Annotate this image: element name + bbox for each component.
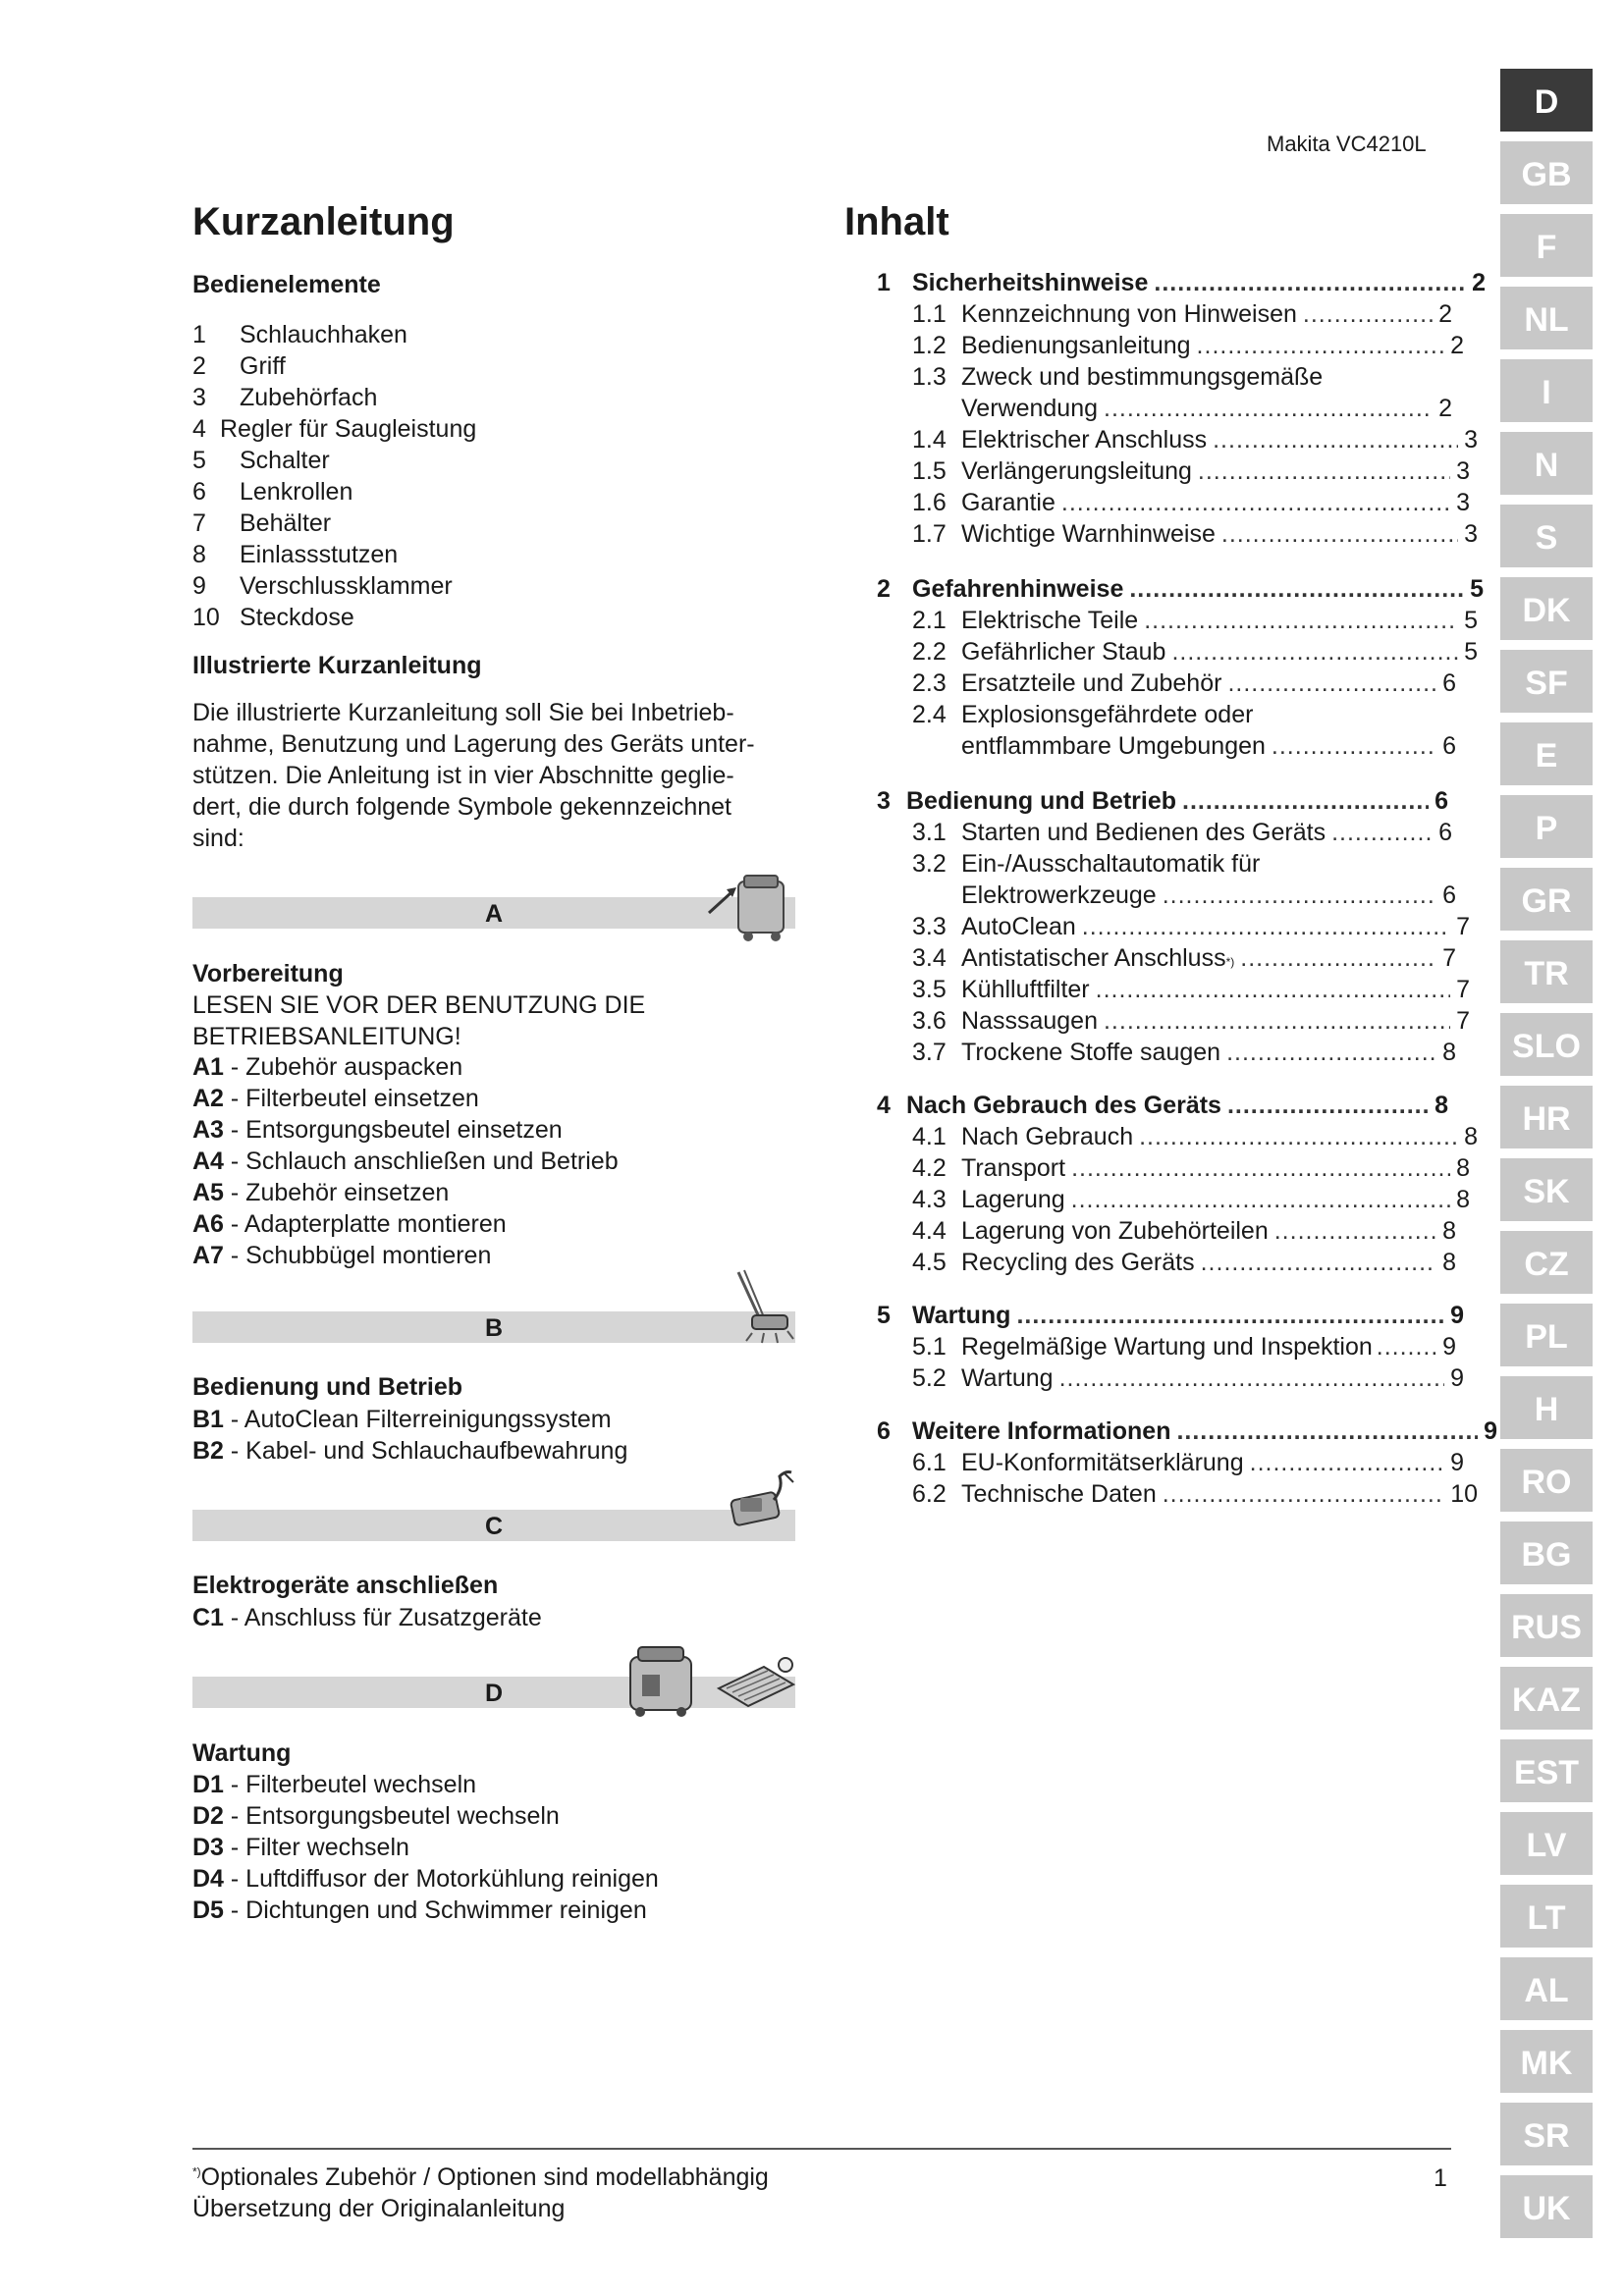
lang-tab-sf[interactable]: SF <box>1500 650 1593 718</box>
toc-chapter-3[interactable]: 3 Bedienung und Betrieb ..... 6 <box>877 787 1448 816</box>
toc-entry-6-1[interactable]: 6.1 EU-Konformitätserklärung ..... 9 <box>877 1449 1464 1477</box>
lang-tab-dk[interactable]: DK <box>1500 577 1593 645</box>
lang-tab-rus[interactable]: RUS <box>1500 1594 1593 1662</box>
list-item: A3 - Entsorgungsbeutel einsetzen <box>192 1116 563 1144</box>
toc-entry-4-1[interactable]: 4.1 Nach Gebrauch ..... 8 <box>877 1123 1478 1151</box>
toc-entry-3-2-cont[interactable]: Elektrowerkzeuge ..... 6 <box>877 881 1456 910</box>
toc-entry-3-5[interactable]: 3.5 Kühlluftfilter ..... 7 <box>877 976 1470 1004</box>
toc-chapter-2[interactable]: 2 Gefahrenhinweise ..... 5 <box>877 575 1484 604</box>
lang-tab-mk[interactable]: MK <box>1500 2030 1593 2098</box>
controls-list <box>192 319 476 633</box>
toc-entry-2-2[interactable]: 2.2 Gefährlicher Staub ..... 5 <box>877 638 1478 667</box>
toc-entry-3-3[interactable]: 3.3 AutoClean ..... 7 <box>877 913 1470 941</box>
toc-entry-2-1[interactable]: 2.1 Elektrische Teile ..... 5 <box>877 607 1478 635</box>
section-d-steps <box>192 1769 659 1926</box>
list-item: A7 - Schubbügel montieren <box>192 1242 492 1269</box>
lang-tab-al[interactable]: AL <box>1500 1957 1593 2025</box>
list-item: 2 Griff <box>192 352 286 380</box>
toc-entry-1-3[interactable]: 1.3 Zweck und bestimmungsgemäße <box>912 363 1324 391</box>
lang-tab-gb[interactable]: GB <box>1500 141 1593 209</box>
lang-tab-gr[interactable]: GR <box>1500 868 1593 935</box>
lang-tab-d[interactable]: D <box>1500 69 1593 136</box>
toc-chapter-1[interactable]: 1 Sicherheitshinweise ..... 2 <box>877 269 1486 297</box>
section-b-steps <box>192 1404 627 1467</box>
list-item: B1 - AutoClean Filterreinigungssystem <box>192 1406 612 1433</box>
list-item: 4 Regler für Saugleistung <box>192 415 477 443</box>
page-number: 1 <box>1434 2164 1447 2192</box>
toc-entry-4-2[interactable]: 4.2 Transport ..... 8 <box>877 1154 1470 1183</box>
list-item: D5 - Dichtungen und Schwimmer reinigen <box>192 1896 647 1924</box>
list-item: 8 Einlassstutzen <box>192 541 399 568</box>
lang-tab-cz[interactable]: CZ <box>1500 1231 1593 1299</box>
list-item: 6 Lenkrollen <box>192 478 353 506</box>
lang-tab-lv[interactable]: LV <box>1500 1812 1593 1880</box>
lang-tab-nl[interactable]: NL <box>1500 287 1593 354</box>
lang-tab-slo[interactable]: SLO <box>1500 1013 1593 1081</box>
toc-entry-1-1[interactable]: 1.1 Kennzeichnung von Hinweisen ..... 2 <box>877 300 1452 329</box>
illustrated-heading: Illustrierte Kurzanleitung <box>192 652 482 679</box>
toc-entry-3-4[interactable]: 3.4 Antistatischer Anschluss *) ..... 7 <box>877 944 1456 973</box>
toc-entry-6-2[interactable]: 6.2 Technische Daten ..... 10 <box>877 1480 1478 1509</box>
section-c-steps <box>192 1602 542 1633</box>
section-bar-b: B <box>192 1311 795 1343</box>
list-item: A2 - Filterbeutel einsetzen <box>192 1085 479 1112</box>
page-title-inhalt: Inhalt <box>844 200 949 243</box>
lang-tab-bg[interactable]: BG <box>1500 1522 1593 1589</box>
toc-entry-1-2[interactable]: 1.2 Bedienungsanleitung ..... 2 <box>877 332 1464 360</box>
toc-entry-4-5[interactable]: 4.5 Recycling des Geräts ..... 8 <box>877 1249 1456 1277</box>
list-item: 1 Schlauchhaken <box>192 321 407 348</box>
list-item: 3 Zubehörfach <box>192 384 378 411</box>
list-item: C1 - Anschluss für Zusatzgeräte <box>192 1604 542 1631</box>
toc-entry-5-2[interactable]: 5.2 Wartung ..... 9 <box>877 1364 1464 1393</box>
list-item: D4 - Luftdiffusor der Motorkühlung reinigen <box>192 1865 659 1893</box>
toc-chapter-5[interactable]: 5 Wartung ..... 9 <box>877 1302 1464 1330</box>
lang-tab-sr[interactable]: SR <box>1500 2103 1593 2170</box>
toc-chapter-6[interactable]: 6 Weitere Informationen ..... 9 <box>877 1417 1497 1446</box>
list-item: D1 - Filterbeutel wechseln <box>192 1771 477 1798</box>
list-item: D3 - Filter wechseln <box>192 1834 409 1861</box>
lang-tab-pl[interactable]: PL <box>1500 1304 1593 1371</box>
maintenance-icon <box>617 1641 797 1720</box>
section-c-heading: Elektrogeräte anschließen <box>192 1572 499 1599</box>
controls-heading: Bedienelemente <box>192 271 381 298</box>
lang-tab-e[interactable]: E <box>1500 722 1593 790</box>
list-item: 7 Behälter <box>192 509 332 537</box>
lang-tab-i[interactable]: I <box>1500 359 1593 427</box>
section-bar-a: A <box>192 897 795 929</box>
toc-entry-4-4[interactable]: 4.4 Lagerung von Zubehörteilen ..... 8 <box>877 1217 1456 1246</box>
section-b-heading: Bedienung und Betrieb <box>192 1373 462 1401</box>
toc-entry-1-3-cont[interactable]: Verwendung ..... 2 <box>877 395 1452 423</box>
lang-tab-est[interactable]: EST <box>1500 1739 1593 1807</box>
section-a-note: LESEN SIE VOR DER BENUTZUNG DIE BETRIEBSANLEITUNG! <box>192 991 646 1050</box>
list-item: A5 - Zubehör einsetzen <box>192 1179 450 1206</box>
footer-note: *)Optionales Zubehör / Optionen sind modellabhängig <box>192 2163 769 2191</box>
lang-tab-lt[interactable]: LT <box>1500 1885 1593 1952</box>
lang-tab-tr[interactable]: TR <box>1500 940 1593 1008</box>
list-item: A6 - Adapterplatte montieren <box>192 1210 507 1238</box>
list-item: A4 - Schlauch anschließen und Betrieb <box>192 1148 619 1175</box>
list-item: 9 Verschlussklammer <box>192 572 453 600</box>
toc-entry-2-3[interactable]: 2.3 Ersatzteile und Zubehör ..... 6 <box>877 669 1456 698</box>
lang-tab-f[interactable]: F <box>1500 214 1593 282</box>
lang-tab-sk[interactable]: SK <box>1500 1158 1593 1226</box>
toc-entry-3-6[interactable]: 3.6 Nasssaugen ..... 7 <box>877 1007 1470 1036</box>
lang-tab-p[interactable]: P <box>1500 795 1593 863</box>
floor-nozzle-icon <box>731 1268 797 1345</box>
list-item: B2 - Kabel- und Schlauchaufbewahrung <box>192 1437 628 1465</box>
toc-entry-1-5[interactable]: 1.5 Verlängerungsleitung ..... 3 <box>877 457 1470 486</box>
section-bar-d: D <box>192 1677 795 1708</box>
toc-entry-3-2[interactable]: 3.2 Ein-/Ausschaltautomatik für <box>912 850 1261 878</box>
toc-entry-5-1[interactable]: 5.1 Regelmäßige Wartung und Inspektion ..... 9 <box>877 1333 1456 1362</box>
lang-tab-uk[interactable]: UK <box>1500 2175 1593 2243</box>
toc-entry-2-4-cont[interactable]: entflammbare Umgebungen ..... 6 <box>877 732 1456 761</box>
list-item: 10 Steckdose <box>192 604 354 631</box>
section-bar-c: C <box>192 1510 795 1541</box>
list-item: D2 - Entsorgungsbeutel wechseln <box>192 1802 560 1830</box>
toc-chapter-4[interactable]: 4 Nach Gebrauch des Geräts ..... 8 <box>877 1092 1448 1120</box>
lang-tab-s[interactable]: S <box>1500 505 1593 572</box>
toc-entry-1-7[interactable]: 1.7 Wichtige Warnhinweise ..... 3 <box>877 520 1478 549</box>
lang-tab-ro[interactable]: RO <box>1500 1449 1593 1517</box>
lang-tab-kaz[interactable]: KAZ <box>1500 1667 1593 1735</box>
toc-entry-3-7[interactable]: 3.7 Trockene Stoffe saugen ..... 8 <box>877 1039 1456 1067</box>
page-title-kurzanleitung: Kurzanleitung <box>192 200 455 243</box>
toc-entry-2-4[interactable]: 2.4 Explosionsgefährdete oder <box>912 701 1254 728</box>
vacuum-unpack-icon <box>705 868 797 946</box>
section-a-steps <box>192 1051 619 1271</box>
list-item: A1 - Zubehör auspacken <box>192 1053 463 1081</box>
toc-entry-3-1[interactable]: 3.1 Starten und Bedienen des Geräts ..... 6 <box>877 819 1452 847</box>
intro-paragraph: Die illustrierte Kurzanleitung soll Sie bei Inbetrieb- nahme, Benutzung und Lagerung des Geräts unter- stützen. Die Anleitung ist in vier Abschnitte geglie- dert, die durch folgende Symbole gekennzeichnet sind: <box>192 699 755 852</box>
list-item: 5 Schalter <box>192 447 330 474</box>
footer-translation: Übersetzung der Originalanleitung <box>192 2195 566 2222</box>
toc-entry-1-6[interactable]: 1.6 Garantie ..... 3 <box>877 489 1470 517</box>
toc-entry-1-4[interactable]: 1.4 Elektrischer Anschluss ..... 3 <box>877 426 1478 454</box>
lang-tab-h[interactable]: H <box>1500 1376 1593 1444</box>
power-tool-icon <box>727 1467 797 1531</box>
section-d-heading: Wartung <box>192 1739 292 1767</box>
lang-tab-hr[interactable]: HR <box>1500 1086 1593 1153</box>
section-a-heading: Vorbereitung <box>192 960 344 988</box>
toc-entry-4-3[interactable]: 4.3 Lagerung ..... 8 <box>877 1186 1470 1214</box>
lang-tab-n[interactable]: N <box>1500 432 1593 500</box>
header-model: Makita VC4210L <box>1267 132 1427 156</box>
footer-divider <box>192 2148 1451 2150</box>
